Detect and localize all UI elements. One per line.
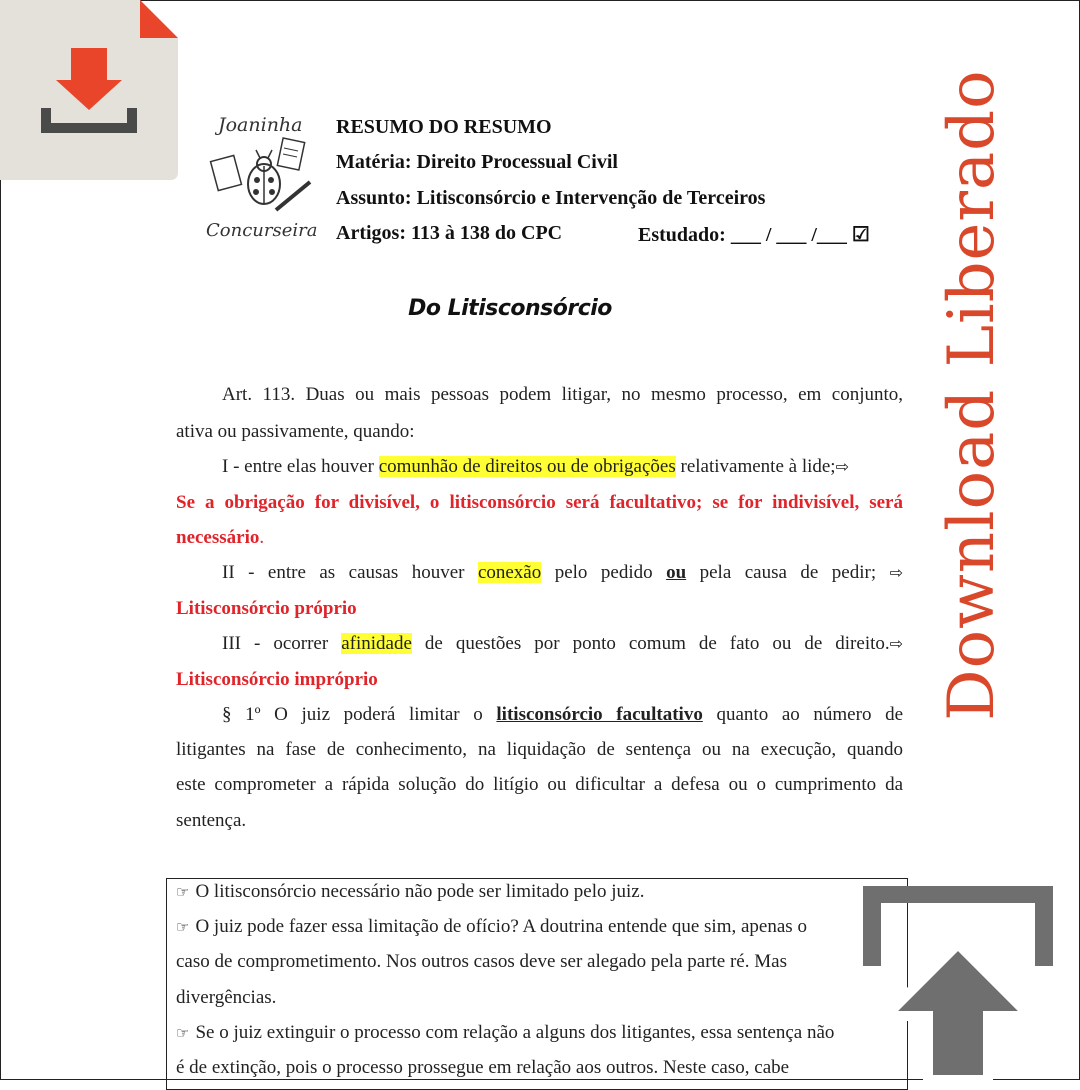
ladybug-icon bbox=[206, 136, 316, 216]
note-2-line1: ☞ O juiz pode fazer essa limitação de ofício? A doutrina entende que sim, apenas o bbox=[176, 916, 807, 937]
item-i-note-end: necessário. bbox=[176, 527, 265, 548]
art113-line2: ativa ou passivamente, quando: bbox=[176, 421, 415, 442]
item-ii: II - entre as causas houver conexão pelo pedido ou pela causa de pedir; ⇨ bbox=[222, 562, 903, 583]
arrow-right-icon: ⇨ bbox=[889, 634, 904, 653]
note-2-line2: caso de comprometimento. Nos outros casos deve ser alegado pela parte ré. Mas bbox=[176, 951, 787, 972]
highlight-conexao: conexão bbox=[477, 562, 542, 583]
header-artigos: Artigos: 113 à 138 do CPC bbox=[336, 222, 563, 244]
paragraph-1-line4: sentença. bbox=[176, 810, 247, 831]
download-icon[interactable] bbox=[0, 0, 178, 180]
download-banner: Download Liberado bbox=[935, 69, 1009, 721]
paragraph-1-line3: este comprometer a rápida solução do litígio ou dificultar a defesa ou o cumprimento da bbox=[176, 774, 903, 795]
pointing-hand-icon: ☞ bbox=[176, 1024, 190, 1042]
paragraph-1-line1: § 1º O juiz poderá limitar o litisconsórcio facultativo quanto ao número de bbox=[222, 704, 904, 725]
header-materia: Matéria: Direito Processual Civil bbox=[336, 151, 618, 173]
paragraph-1-line2: litigantes na fase de conhecimento, na liquidação de sentença ou na execução, quando bbox=[176, 739, 903, 760]
header-title: RESUMO DO RESUMO bbox=[336, 116, 552, 138]
arrow-right-icon: ⇨ bbox=[889, 563, 903, 582]
header-assunto: Assunto: Litisconsórcio e Intervenção de Terceiros bbox=[336, 187, 766, 209]
logo bbox=[200, 108, 320, 248]
art113-line1: Art. 113. Duas ou mais pessoas podem litigar, no mesmo processo, em conjunto, bbox=[222, 384, 903, 405]
item-i-note: Se a obrigação for divisível, o litisconsórcio será facultativo; se for indivisível, será bbox=[176, 492, 903, 513]
note-3-line2: é de extinção, pois o processo prossegue em relação aos outros. Neste caso, cabe bbox=[176, 1057, 790, 1078]
section-title: Do Litisconsórcio bbox=[408, 296, 612, 321]
upload-icon[interactable] bbox=[862, 886, 1080, 1080]
logo-bottom-text: Concurseira bbox=[206, 220, 318, 241]
pointing-hand-icon: ☞ bbox=[176, 883, 190, 901]
logo-top-text: Joaninha bbox=[218, 114, 303, 136]
item-ii-note: Litisconsórcio próprio bbox=[176, 598, 357, 619]
note-1: ☞ O litisconsórcio necessário não pode ser limitado pelo juiz. bbox=[176, 881, 645, 902]
pointing-hand-icon: ☞ bbox=[176, 918, 190, 936]
underlined-term: litisconsórcio facultativo bbox=[496, 704, 703, 725]
item-iii: III - ocorrer afinidade de questões por ponto comum de fato ou de direito.⇨ bbox=[222, 633, 904, 654]
note-3-line1: ☞ Se o juiz extinguir o processo com relação a alguns dos litigantes, essa sentença não bbox=[176, 1022, 835, 1043]
note-2-line3: divergências. bbox=[176, 987, 277, 1008]
highlight-afinidade: afinidade bbox=[341, 633, 412, 654]
highlight-comunhao: comunhão de direitos ou de obrigações bbox=[378, 456, 676, 477]
item-iii-note: Litisconsórcio impróprio bbox=[176, 669, 378, 690]
item-i: I - entre elas houver comunhão de direitos ou de obrigações relativamente à lide;⇨ bbox=[222, 456, 849, 477]
arrow-right-icon: ⇨ bbox=[835, 457, 849, 476]
header-estudado: Estudado: ___ / ___ /___ ☑ bbox=[638, 224, 870, 246]
